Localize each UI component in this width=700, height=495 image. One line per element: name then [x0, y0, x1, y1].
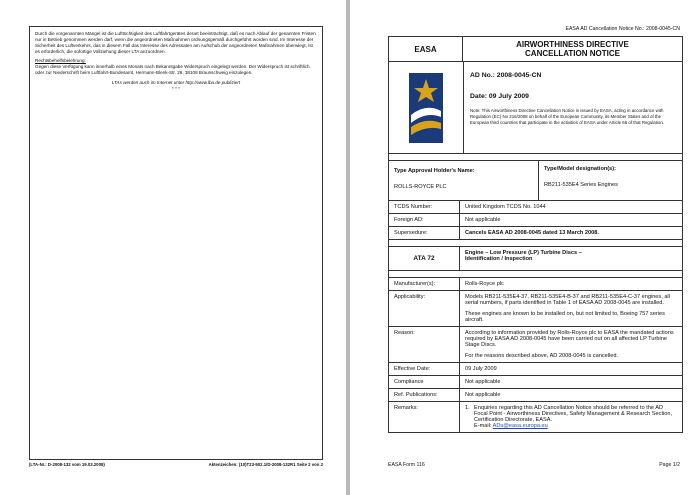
- manufacturer-value: Rolls-Royce plc: [465, 281, 504, 288]
- spacer: [389, 240, 682, 247]
- remark-number: 1.: [465, 405, 470, 412]
- title-line-2: CANCELLATION NOTICE: [525, 49, 620, 59]
- applicability-label: Applicability:: [389, 291, 460, 326]
- applicability-p2: These engines are known to be installed on, but not limited to, Boeing 757 series aircraft.: [465, 311, 665, 324]
- file-reference: Aktenzeichen: (10)T23-502.1/D-2008-132R1 Seite 2 von 2: [208, 462, 323, 467]
- ata-label: ATA 72: [389, 247, 460, 270]
- type-holder-cell: [389, 161, 539, 200]
- document-title: [463, 37, 682, 61]
- easa-label: EASA: [389, 37, 463, 61]
- page-number: Page 1/2: [659, 462, 680, 468]
- remark-body: [474, 405, 677, 429]
- easa-logo: [389, 62, 464, 153]
- ata-title: [460, 247, 682, 270]
- reason-value: [460, 327, 682, 362]
- lta-number: (LTA-Nr.: D-2008-132 vom 19.03.2008): [29, 462, 105, 467]
- lba-text-frame: [29, 26, 323, 460]
- compliance-row: [389, 376, 682, 389]
- tcds-row: [389, 201, 682, 214]
- reason-p2: For the reasons described above, AD 2008-0045 is cancelled.: [465, 353, 618, 360]
- right-page: [350, 0, 700, 495]
- tcds-label: TCDS Number:: [389, 201, 460, 213]
- effective-date-value: 09 July 2009: [465, 366, 497, 373]
- applicability-value: [460, 291, 682, 326]
- ref-publications-row: [389, 389, 682, 402]
- manufacturer-label: Manufacturer(s):: [389, 278, 460, 290]
- ad-number: AD No.: 2008-0045-CN: [470, 72, 542, 80]
- compliance-label: Compliance: [389, 376, 460, 388]
- ad-date: Date: 09 July 2009: [470, 93, 529, 101]
- left-footer: [29, 462, 323, 467]
- end-stars: * * *: [172, 85, 180, 91]
- type-holder-row: [389, 161, 682, 201]
- form-number: EASA Form 116: [388, 462, 425, 468]
- internet-note: LTAs werden auch im Internet unter http://www.lba.de publiziert: [111, 79, 241, 85]
- foreign-ad-label: Foreign AD:: [389, 214, 460, 226]
- tcds-value: United Kingdom TCDS No. 1044: [465, 204, 546, 211]
- header-row: [389, 37, 682, 62]
- effective-date-label: Effective Date:: [389, 363, 460, 375]
- ata-title-line-1: Engine – Low Pressure (LP) Turbine Discs –: [465, 250, 582, 257]
- tah-label: Type Approval Holder's Name:: [394, 168, 475, 175]
- ad-cancellation-table: [388, 36, 683, 433]
- title-line-1: AIRWORTHINESS DIRECTIVE: [516, 40, 629, 49]
- model-value: RB211-535E4 Series Engines: [544, 182, 618, 189]
- compliance-value: Not applicable: [465, 379, 501, 386]
- ref-publications-label: Ref. Publications:: [389, 389, 460, 401]
- issuance-note: Note: This Airworthiness Directive Cancellation Notice is issued by EASA, acting in accordance with Regulation (EC) No 216/2008 on behalf of the European Community, its Member States and of the European third countries that participate in the activities of EASA under Article 66 of that Regulation.: [470, 108, 665, 125]
- cancellation-notice-ref: EASA AD Cancellation Notice No.: 2008-0045-CN: [565, 26, 680, 32]
- manufacturer-row: [389, 278, 682, 291]
- remarks-row: [389, 402, 682, 432]
- remark-item: [465, 405, 677, 429]
- supersedure-value: Cancels EASA AD 2008-0045 dated 13 March 2008.: [465, 230, 599, 237]
- easa-logo-icon: [407, 71, 445, 145]
- spacer: [389, 271, 682, 278]
- remark-text: Enquiries regarding this AD Cancellation Notice should be referred to the AD Focal Point - Airworthiness Directives, Safety Management & Research Section, Certification Directorate, EASA.: [474, 405, 673, 424]
- reason-label: Reason:: [389, 327, 460, 362]
- reason-p1: According to information provided by Rolls-Royce plc to EASA the mandated actions required by EASA AD 2008-0045 have been carried out on all affected LP Turbine Stage Discs.: [465, 330, 674, 349]
- ad-info: [464, 62, 682, 153]
- ata-row: [389, 247, 682, 271]
- tah-value: ROLLS-ROYCE PLC: [394, 184, 447, 191]
- spacer: [389, 154, 682, 161]
- email-label: E-mail:: [474, 423, 492, 430]
- supersedure-row: [389, 227, 682, 240]
- email-link[interactable]: ADs@easa.europa.eu: [492, 423, 548, 430]
- legal-text: Gegen diese Verfügung kann innerhalb eines Monats nach Bekanntgabe Widerspruch eingelegt werden. Der Widerspruch ist schriftlich oder zur Niederschrift beim Luftfahrt-Bundesamt, Hermann-Blenk-Str. 26, 38108 Braunschweig einzulegen.: [35, 63, 310, 75]
- model-cell: [539, 161, 682, 200]
- foreign-ad-value: Not applicable: [465, 217, 501, 224]
- legal-heading: Rechtsbehelfsbelehrung:: [35, 57, 86, 63]
- model-label: Type/Model designation(s):: [544, 166, 616, 173]
- reason-row: [389, 327, 682, 363]
- remarks-value: [460, 402, 682, 432]
- supersedure-label: Supersedure:: [389, 227, 460, 239]
- effective-date-row: [389, 363, 682, 376]
- paragraph-lufttuechtigkeit: Durch die vorgenannten Mängel ist die Lufttüchtigkeit des Luftfahrtgerätes derart beeinträchtigt, daß es nach Ablauf der genannten Fristen nur in Betrieb genommen werden darf, wenn die angeordneten Maßnahmen ordnungsgemäß durchgeführt worden sind. Im Interesse der Sicherheit des Luftverkehrs, das in diesem Fall das Interesse des Adressaten am Aufschub der angeordneten Maßnahmen überwiegt, ist es erforderlich, die sofortige Vollziehung dieser LTA anzuordnen.: [35, 31, 316, 54]
- ad-info-row: [389, 62, 682, 154]
- applicability-row: [389, 291, 682, 327]
- applicability-p1: Models RB211-535E4-37, RB211-535E4-B-37 and RB211-535E4-C-37 engines, all serial numbers, if parts identified in Table 1 of EASA AD 2008-0045 are installed.: [465, 294, 670, 307]
- left-page: [0, 0, 346, 495]
- foreign-ad-row: [389, 214, 682, 227]
- remarks-label: Remarks:: [389, 402, 460, 432]
- ref-publications-value: Not applicable: [465, 392, 501, 399]
- ata-title-line-2: Identification / Inspection: [465, 256, 533, 263]
